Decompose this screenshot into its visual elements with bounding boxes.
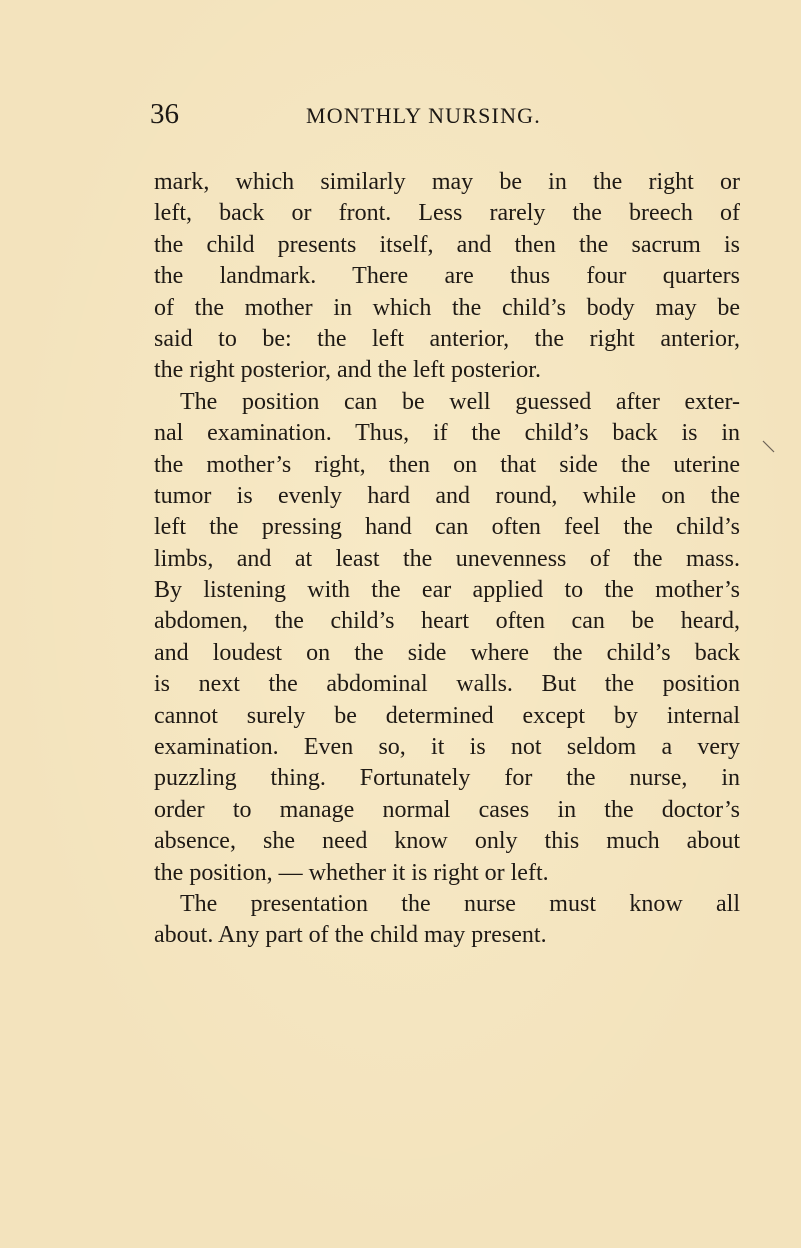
- text-line: order to manage normal cases in the doctor’s: [154, 796, 740, 823]
- text-line: mark, which similarly may be in the right or: [154, 169, 740, 195]
- text-line: absence, she need know only this much about: [154, 828, 740, 855]
- text-line: said to be: the left anterior, the right anterior,: [154, 325, 740, 352]
- margin-mark: [762, 440, 778, 454]
- text-line: left, back or front. Less rarely the breech of: [154, 200, 740, 227]
- text-line: the position, — whether it is right or left.: [154, 859, 549, 886]
- paragraph-start-line: The position can be well guessed after exter-: [180, 388, 740, 415]
- text-line: about. Any part of the child may present.: [154, 922, 547, 949]
- text-line: left the pressing hand can often feel the child’s: [154, 514, 740, 541]
- text-line: is next the abdominal walls. But the position: [154, 671, 740, 698]
- text-line: tumor is evenly hard and round, while on the: [154, 482, 740, 509]
- text-line: and loudest on the side where the child’s back: [154, 639, 740, 666]
- text-line: the landmark. There are thus four quarters: [154, 263, 740, 290]
- text-line: limbs, and at least the unevenness of the mass.: [154, 545, 740, 572]
- text-line: the child presents itself, and then the sacrum is: [154, 231, 740, 258]
- text-line: puzzling thing. Fortunately for the nurse, in: [154, 765, 740, 792]
- running-head: [0, 94, 801, 134]
- text-line: cannot surely be determined except by internal: [154, 702, 740, 729]
- text-line: examination. Even so, it is not seldom a very: [154, 734, 740, 761]
- text-line: of the mother in which the child’s body may be: [154, 294, 740, 321]
- text-line: the right posterior, and the left posterior.: [154, 357, 541, 384]
- text-line: the mother’s right, then on that side the uterine: [154, 451, 740, 478]
- paragraph-start-line: The presentation the nurse must know all: [180, 890, 740, 917]
- text-line: nal examination. Thus, if the child’s back is in: [154, 420, 740, 447]
- running-title: MONTHLY NURSING.: [306, 103, 541, 128]
- text-line: By listening with the ear applied to the mother’s: [154, 577, 740, 604]
- body-text: [154, 167, 740, 952]
- text-line: abdomen, the child’s heart often can be heard,: [154, 608, 740, 635]
- page-number: 36: [150, 98, 179, 130]
